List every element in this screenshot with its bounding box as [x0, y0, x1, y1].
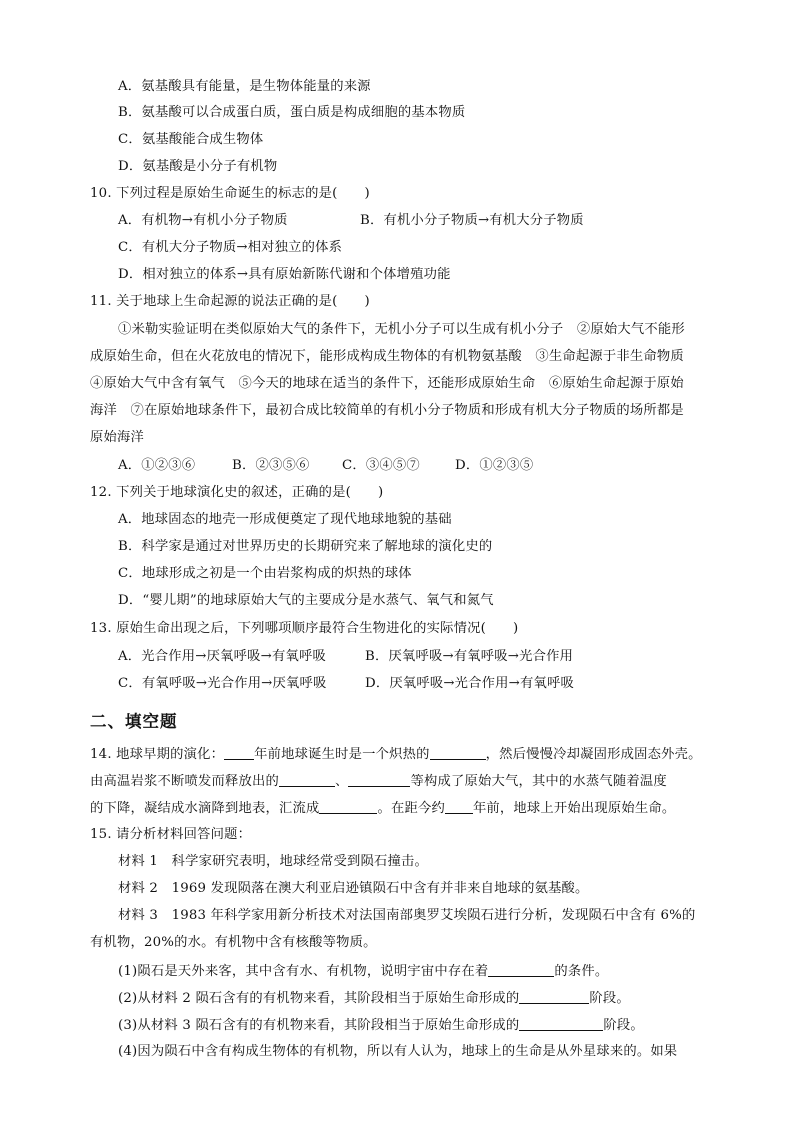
q10-option-a: A．有机物→有机小分子物质	[118, 213, 288, 228]
q14-text: ，然后慢慢冷却凝固形成固态外壳。	[485, 747, 702, 762]
q12-option-a: A．地球固态的地壳一形成便奠定了现代地球地貌的基础	[118, 512, 452, 527]
q11-statement-line: 原始海洋	[90, 430, 144, 445]
q11-option-a: A．①②③⑥	[118, 458, 196, 473]
q15-subquestion-2	[118, 989, 630, 1008]
q9-option-d: D．氨基酸是小分子有机物	[118, 159, 278, 174]
q10-stem: 10. 下列过程是原始生命诞生的标志的是( )	[90, 186, 370, 201]
q13-option-a: A．光合作用→厌氧呼吸→有氧呼吸	[118, 649, 326, 664]
q14-line-1	[90, 745, 702, 764]
q11-statement-line: 成原始生命，但在火花放电的情况下，能形成构成生物体的有机物氨基酸 ③生命起源于非生命物质	[90, 349, 684, 364]
answer-blank[interactable]	[430, 745, 486, 760]
answer-blank[interactable]	[519, 989, 589, 1004]
q14-text: 、	[334, 774, 349, 789]
q10-option-b: B．有机小分子物质→有机大分子物质	[360, 213, 584, 228]
q15-subquestion-3	[118, 1016, 644, 1035]
q12-option-c: C．地球形成之初是一个由岩浆构成的炽热的球体	[118, 566, 412, 581]
q15-material-1: 材料 1 科学家研究表明，地球经常受到陨石撞击。	[118, 854, 429, 869]
q13-option-d: D．厌氧呼吸→光合作用→有氧呼吸	[365, 676, 575, 691]
q13-option-c: C．有氧呼吸→光合作用→厌氧呼吸	[118, 676, 327, 691]
q14-text: 年前，地球上开始出现原始生命。	[472, 801, 676, 816]
q14-line-3	[90, 799, 675, 818]
q15-text: 阶段。	[589, 991, 630, 1006]
answer-blank[interactable]	[279, 772, 335, 787]
q15-text: (2)从材料 2 陨石含有的有机物来看，其阶段相当于原始生命形成的	[118, 991, 520, 1006]
q14-text: 年前地球诞生时是一个炽热的	[254, 747, 430, 762]
q15-text: 阶段。	[603, 1018, 644, 1033]
q15-text: 的条件。	[554, 964, 609, 979]
q15-subquestion-4: (4)因为陨石中含有构成生物体的有机物，所以有人认为，地球上的生命是从外星球来的。如果	[118, 1044, 678, 1059]
q11-option-b: B．②③⑤⑥	[232, 458, 310, 473]
q9-option-b: B．氨基酸可以合成蛋白质，蛋白质是构成细胞的基本物质	[118, 105, 466, 120]
q14-text: 。在距今约	[377, 801, 445, 816]
q10-option-d: D．相对独立的体系→具有原始新陈代谢和个体增殖功能	[118, 267, 451, 282]
q12-option-d: D．“婴儿期”的地球原始大气的主要成分是水蒸气、氧气和氮气	[118, 593, 494, 608]
answer-blank[interactable]	[319, 799, 377, 814]
q10-option-c: C．有机大分子物质→相对独立的体系	[118, 240, 343, 255]
answer-blank[interactable]	[488, 962, 554, 977]
q9-option-c: C．氨基酸能合成生物体	[118, 132, 264, 147]
answer-blank[interactable]	[224, 745, 254, 760]
q9-option-a: A．氨基酸具有能量，是生物体能量的来源	[118, 79, 371, 94]
q11-option-c: C．③④⑤⑦	[342, 458, 420, 473]
q14-text: 由高温岩浆不断喷发而释放出的	[90, 774, 279, 789]
q13-option-b: B．厌氧呼吸→有氧呼吸→光合作用	[365, 649, 574, 664]
q14-text: 14. 地球早期的演化：	[90, 747, 225, 762]
q15-material-3-cont: 有机物，20%的水。有机物中含有核酸等物质。	[90, 935, 377, 950]
answer-blank[interactable]	[348, 772, 410, 787]
q15-subquestion-1	[118, 962, 608, 981]
q12-option-b: B．科学家是通过对世界历史的长期研究来了解地球的演化史的	[118, 539, 493, 554]
answer-blank[interactable]	[445, 799, 473, 814]
q14-line-2	[90, 772, 667, 791]
q14-text: 的下降，凝结成水滴降到地表，汇流成	[90, 801, 320, 816]
q13-stem: 13. 原始生命出现之后，下列哪项顺序最符合生物进化的实际情况( )	[90, 621, 519, 636]
q14-text: 等构成了原始大气，其中的水蒸气随着温度	[410, 774, 667, 789]
section-heading: 二、填空题	[90, 712, 178, 731]
q11-stem: 11. 关于地球上生命起源的说法正确的是( )	[90, 294, 370, 309]
q11-statement-line: ④原始大气中含有氧气 ⑤今天的地球在适当的条件下，还能形成原始生命 ⑥原始生命起源于原始	[90, 376, 684, 391]
answer-blank[interactable]	[519, 1016, 603, 1031]
q11-option-d: D．①②③⑤	[455, 458, 534, 473]
q15-material-3: 材料 3 1983 年科学家用新分析技术对法国南部奥罗艾埃陨石进行分析，发现陨石中含有 6%的	[118, 908, 696, 923]
q15-text: (3)从材料 3 陨石含有的有机物来看，其阶段相当于原始生命形成的	[118, 1018, 520, 1033]
q15-material-2: 材料 2 1969 发现陨落在澳大利亚启逊镇陨石中含有并非来自地球的氨基酸。	[118, 881, 589, 896]
q11-statement-line: 海洋 ⑦在原始地球条件下，最初合成比较简单的有机小分子物质和形成有机大分子物质的场所都是	[90, 403, 684, 418]
q12-stem: 12. 下列关于地球演化史的叙述，正确的是( )	[90, 485, 384, 500]
q15-text: (1)陨石是天外来客，其中含有水、有机物，说明宇宙中存在着	[118, 964, 489, 979]
q15-stem: 15. 请分析材料回答问题：	[90, 827, 252, 842]
q11-statement-line: ①米勒实验证明在类似原始大气的条件下，无机小分子可以生成有机小分子 ②原始大气不能形	[118, 322, 685, 337]
